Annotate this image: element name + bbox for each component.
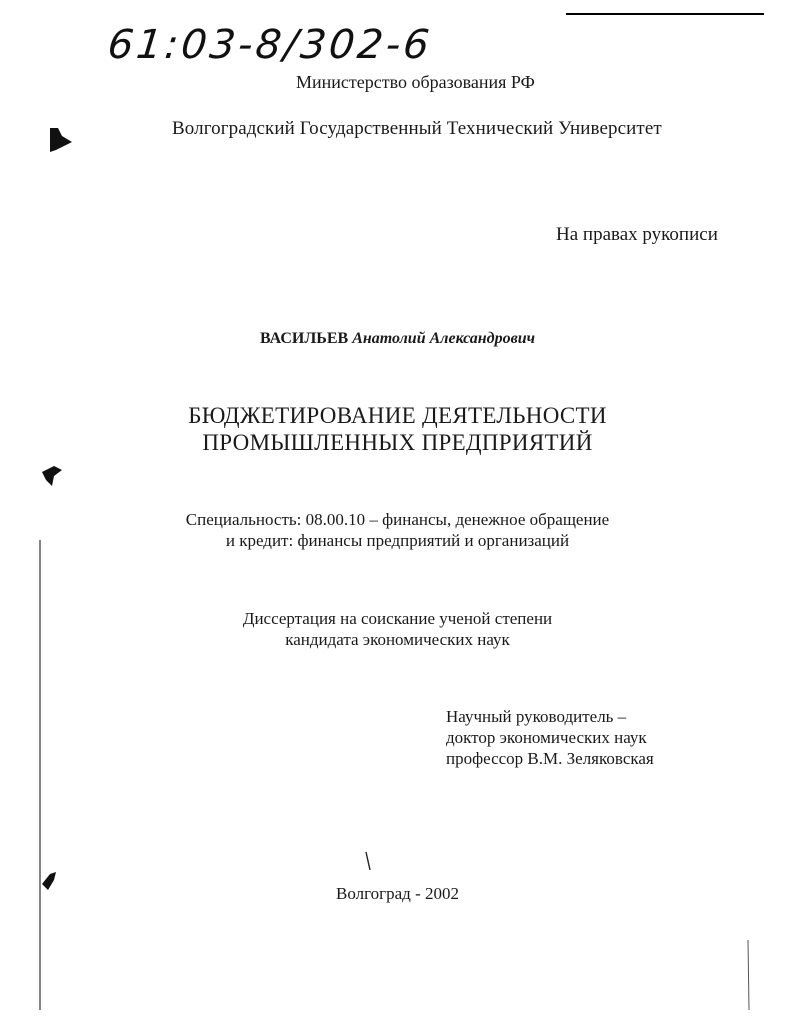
supervisor-line-2: доктор экономических наук <box>446 728 647 747</box>
handwritten-archive-code: 61:03-8/302-6 <box>105 22 435 68</box>
title-line-2: ПРОМЫШЛЕННЫХ ПРЕДПРИЯТИЙ <box>202 430 593 455</box>
author-given-names: Анатолий Александрович <box>352 330 536 347</box>
binding-mark-middle <box>42 466 62 486</box>
title-line-1: БЮДЖЕТИРОВАНИЕ ДЕЯТЕЛЬНОСТИ <box>188 403 607 428</box>
degree-line-2: кандидата экономических наук <box>285 630 510 649</box>
ministry-name: Министерство образования РФ <box>296 72 535 92</box>
margin-line-right <box>748 940 749 1010</box>
degree-line-1: Диссертация на соискание ученой степени <box>242 609 553 628</box>
university-name: Волгоградский Государственный Технический Университет <box>172 118 662 139</box>
specialty-line-2: и кредит: финансы предприятий и организаций <box>225 531 570 550</box>
pen-stroke-mark <box>366 852 370 870</box>
supervisor-line-1: Научный руководитель – <box>446 707 627 726</box>
binding-mark-bottom <box>42 872 56 890</box>
author-surname: ВАСИЛЬЕВ <box>259 330 349 347</box>
binding-mark-top <box>50 128 72 152</box>
supervisor-line-3: профессор В.М. Зеляковская <box>446 749 654 768</box>
specialty-line-1: Специальность: 08.00.10 – финансы, денежное обращение <box>185 510 610 529</box>
city-year: Волгоград - 2002 <box>336 884 459 903</box>
manuscript-rights-note: На правах рукописи <box>556 224 718 245</box>
